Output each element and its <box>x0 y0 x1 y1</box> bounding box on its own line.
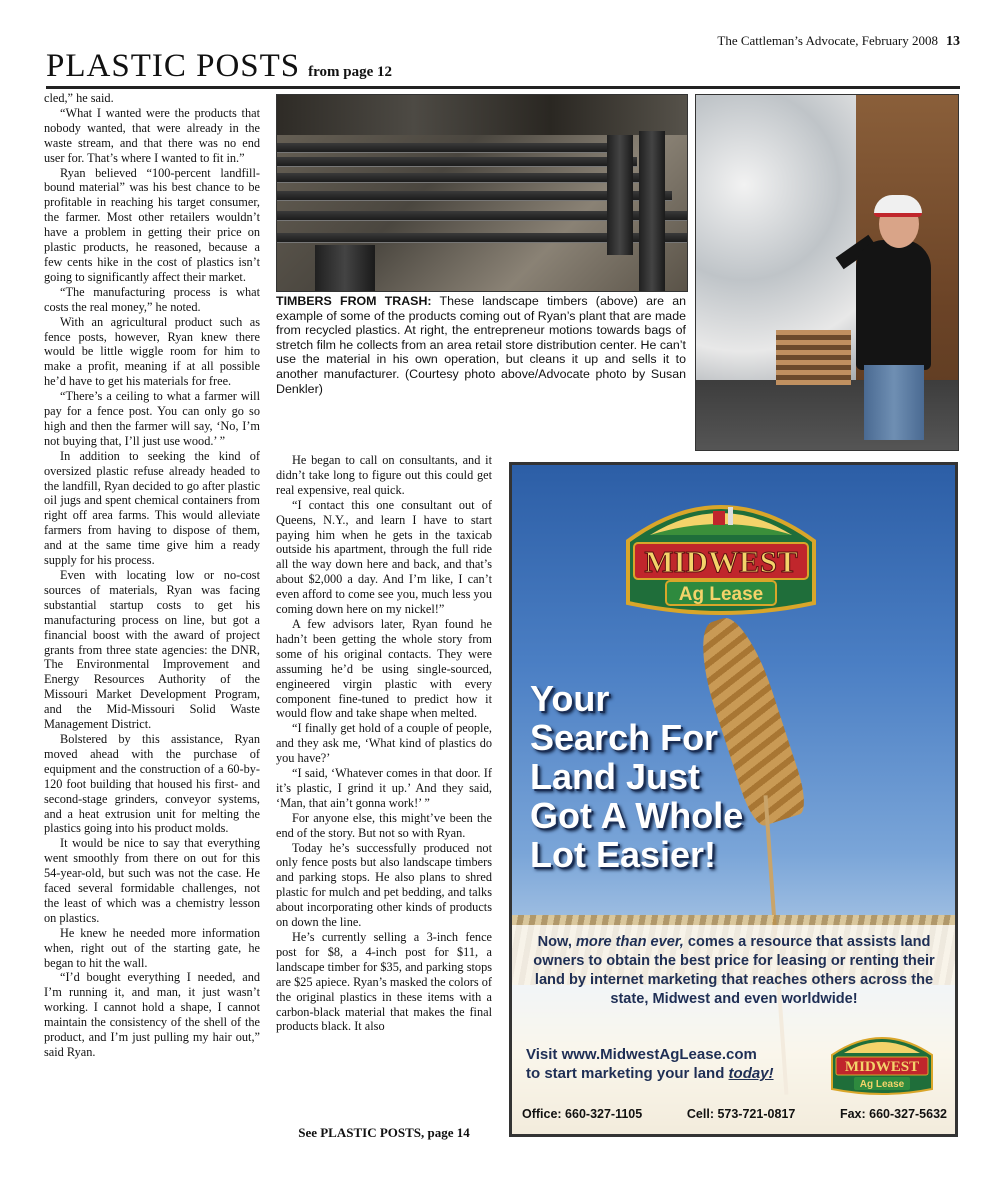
midwest-ag-lease-logo <box>620 483 822 621</box>
headline-title: PLASTIC POSTS <box>46 48 301 84</box>
cap-shape <box>874 195 922 217</box>
ad-headline-line: Your <box>530 678 610 719</box>
photo-landscape-timbers <box>276 94 688 292</box>
page-folio <box>717 33 960 50</box>
ad-body <box>524 933 944 1009</box>
ad-contact-row <box>522 1107 947 1121</box>
photo-entrepreneur <box>695 94 959 451</box>
paragraph: “I’d bought everything I needed, and I’m running it, and man, it just wasn’t working. I cannot hold a shape, I cannot maintain the consistency of the shell of the product, and I’m just pulling my hair out,” said Ryan. <box>44 970 260 1059</box>
logo-text-aglease: Ag Lease <box>678 584 764 605</box>
publication-name: The Cattleman’s Advocate, February 2008 <box>717 33 938 48</box>
photo-background <box>277 95 687 135</box>
ad-headline <box>530 679 830 874</box>
article-column-1 <box>44 91 260 1143</box>
paragraph: “There’s a ceiling to what a farmer will pay for a fence post. You can only go so high and then the farmer will say, ‘No, I’m not buying that, I’ll just use wood.’ ” <box>44 389 260 448</box>
paragraph: For anyone else, this might’ve been the end of the story. But not so with Ryan. <box>276 810 492 840</box>
timber-shape <box>277 157 637 167</box>
ad-cta-line <box>526 1064 826 1083</box>
paragraph: It would be nice to say that everything went smoothly from there on out for this 54-year-old, but such was not the case. He faced several formidable challenges, not the least of which was a chemistry lesson on plastics. <box>44 836 260 925</box>
header-rule <box>46 86 960 89</box>
paragraph: A few advisors later, Ryan found he hadn’t been getting the whole story from some of his original contacts. They were assuming he’d be using single-sourced, engineered virgin plastic with every component fine-tuned to predict how it would flow and take shape when melted. <box>276 616 492 721</box>
paragraph: With an agricultural product such as fence posts, however, Ryan knew there would be little wiggle room for him to make a profit, meaning if at all possible he’d have to get his materials for free. <box>44 314 260 389</box>
logo-text-midwest: MIDWEST <box>644 544 798 579</box>
paragraph: “The manufacturing process is what costs the real money,” he noted. <box>44 284 260 314</box>
paragraph: “I finally get hold of a couple of people, and they ask me, ‘What kind of plastics do you have?’ <box>276 721 492 766</box>
paragraph: “I said, ‘Whatever comes in that door. If it’s plastic, I grind it up.’ And they said, ‘Man, that ain’t gonna work!’ ” <box>276 766 492 810</box>
caption-label: TIMBERS FROM TRASH: <box>276 294 432 308</box>
paragraph: Today he’s successfully produced not only fence posts but also landscape timbers and parking stops. He also plans to shred plastic for mulch and pet bedding, and talks about incorporating other kinds of products on down the line. <box>276 840 492 930</box>
timber-shape <box>277 143 617 153</box>
ad-body-emphasis: more than ever, <box>575 934 684 950</box>
paragraph: Even with locating low or no-cost sources of materials, Ryan was facing substantial startup costs to get his manufacturing process on line, but got a financial boost with the award of project grants from three state agencies: the DNR, The Environmental Improvement and Energy Resources Authority of the Missouri Market Development Program, and the Mid-Missouri Solid Waste Management District. <box>44 568 260 732</box>
story-headline <box>46 48 392 85</box>
ad-cta-text: to start marketing your land <box>526 1065 729 1082</box>
paragraph: In addition to seeking the kind of oversized plastic refuse already headed to the landfill, Ryan decided to go after plastic oil jugs and spent chemical containers from right off area farms. This would alleviate farmers from having to dispose of them, and at the same time give him a ready supply for his process. <box>44 448 260 568</box>
ad-headline-line: Land Just <box>530 756 701 797</box>
paragraph: He’s currently selling a 3-inch fence post for $8, a 4-inch post for $11, a landscape timber for $35, and parking stops are $25 apiece. Ryan’s masked the colors of the original plastics in these items with a carbon-black material that makes the final products black. It also <box>276 930 492 1034</box>
headline-jump: from page 12 <box>308 64 393 80</box>
paragraph: Ryan believed “100-percent landfill-bound material” was his best chance to be profitable in reaching his target consumer, the farmer. Most other retailers wouldn’t have a problem in getting their price on plastic products, he reasoned, because a few cents hike in the cost of plastics isn’t going to significantly affect their market. <box>44 165 260 284</box>
midwest-ag-lease-ad <box>509 462 958 1137</box>
person-shape <box>856 240 931 370</box>
ad-call-to-action <box>526 1045 826 1083</box>
ad-fax: Fax: 660-327-5632 <box>839 1107 947 1121</box>
post-shape <box>639 131 665 291</box>
ad-cell-phone: Cell: 573-721-0817 <box>686 1107 796 1121</box>
paragraph: He began to call on consultants, and it didn’t take long to figure out this could get real expensive, real quick. <box>276 453 492 497</box>
ad-cta-emphasis: today! <box>728 1065 774 1082</box>
paragraph: “I contact this one consultant out of Queens, N.Y., and learn I have to start paying him when he gets in the taxicab outside his apartment, through the full ride all the way down here and back, and that’s about $2,000 a day. And I’m like, I can’t even afford to come see you, much less you coming down here on my nickel!” <box>276 497 492 617</box>
paragraph: He knew he needed more information when, right out of the starting gate, he began to hit the wall. <box>44 925 260 970</box>
ad-body-text: comes a resource that assists land owners to obtain the best price for leasing or renting their land by internet marketing that reaches others across the state, Midwest and even worldwide! <box>533 934 935 1007</box>
ad-headline-line: Got A Whole <box>530 795 744 836</box>
ad-website: Visit www.MidwestAgLease.com <box>526 1046 757 1063</box>
timber-shape <box>277 173 657 183</box>
caption-text: These landscape timbers (above) are an example of some of the products coming out of Ryan’s plant that are made from recycled plastics. At right, the entrepreneur motions towards bags of stretch film he collects from an area retail store distribution center. He can’t use the material in his own operation, but cleans it up and sells it to another manufacturer. (Courtesy photo above/Advocate photo by Susan Denkler) <box>276 294 686 396</box>
ad-body-text: Now, <box>537 934 576 950</box>
small-logo-text-midwest: MIDWEST <box>844 1059 920 1075</box>
page-number: 13 <box>946 34 960 49</box>
ad-office-phone: Office: 660-327-1105 <box>522 1107 643 1121</box>
jeans-shape <box>864 365 924 440</box>
paragraph: Bolstered by this assistance, Ryan moved ahead with the purchase of equipment and the construction of a 60-by-120 foot building that housed his first- and second-stage grinders, conveyor systems, and a heat extrusion unit for melting the plastics going into his product molds. <box>44 731 260 836</box>
post-shape <box>315 245 375 291</box>
small-logo-text-aglease: Ag Lease <box>859 1079 905 1090</box>
article-column-2 <box>276 453 492 1125</box>
continued-jump: See PLASTIC POSTS, page 14 <box>298 1125 470 1140</box>
paragraph: “What I wanted were the products that nobody wanted, that were already in the waste stream, and that there was no end user for. That’s where I wanted to fit in.” <box>44 105 260 165</box>
pallet-shape <box>776 330 851 385</box>
photo-caption <box>276 294 686 396</box>
ad-headline-line: Lot Easier! <box>530 834 717 875</box>
midwest-ag-lease-small-logo <box>828 1027 936 1097</box>
paragraph: cled,” he said. <box>44 91 114 105</box>
post-shape <box>607 135 633 255</box>
ad-headline-line: Search For <box>530 717 719 758</box>
